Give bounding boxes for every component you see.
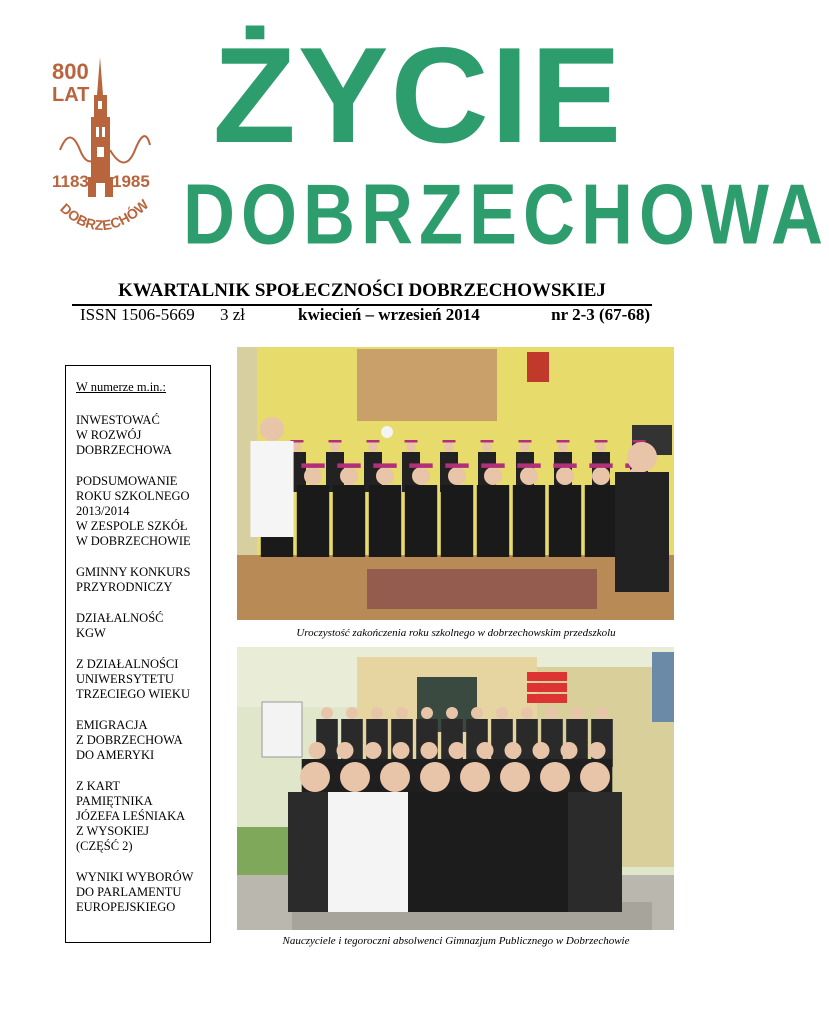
contents-item-line: W DOBRZECHOWIE	[76, 534, 191, 548]
contents-item-line: GMINNY KONKURS	[76, 565, 191, 579]
svg-text:800: 800	[52, 59, 89, 84]
issue-date: kwiecień – wrzesień 2014	[298, 305, 480, 324]
contents-list	[76, 413, 210, 915]
contents-item-line: INWESTOWAĆ	[76, 413, 160, 427]
contents-item-line: Z KART	[76, 779, 121, 793]
svg-text:DOBRZECHÓW: DOBRZECHÓW	[57, 196, 152, 234]
contents-item-line: 2013/2014	[76, 504, 130, 518]
contents-item-line: EUROPEJSKIEGO	[76, 900, 176, 914]
anniversary-logo	[50, 55, 155, 255]
contents-item-line: EMIGRACJA	[76, 718, 148, 732]
contents-item-line: WYNIKI WYBORÓW	[76, 870, 194, 884]
contents-item-line: Z WYSOKIEJ	[76, 824, 150, 838]
contents-item-line: DOBRZECHOWA	[76, 443, 172, 457]
contents-item-line: PAMIĘTNIKA	[76, 794, 153, 808]
contents-item-line: PRZYRODNICZY	[76, 580, 173, 594]
contents-item	[76, 779, 210, 854]
contents-item	[76, 657, 210, 702]
svg-text:1985: 1985	[112, 172, 150, 191]
graduates-photo	[237, 647, 674, 930]
price: 3 zł	[220, 305, 246, 324]
contents-item-line: DZIAŁALNOŚĆ	[76, 611, 164, 625]
contents-item-line: DO AMERYKI	[76, 748, 155, 762]
contents-item-line: UNIWERSYTETU	[76, 672, 174, 686]
contents-item	[76, 413, 210, 458]
contents-item-line: JÓZEFA LEŚNIAKA	[76, 809, 186, 823]
contents-item	[76, 718, 210, 763]
contents-item	[76, 870, 210, 915]
contents-item	[76, 611, 210, 641]
contents-item	[76, 474, 210, 549]
contents-item-line: W ZESPOLE SZKÓŁ	[76, 519, 188, 533]
contents-item-line: (CZĘŚĆ 2)	[76, 839, 133, 853]
graduates-photo-caption: Nauczyciele i tegoroczni absolwenci Gimnazjum Publicznego w Dobrzechowie	[282, 935, 630, 947]
contents-item-line: TRZECIEGO WIEKU	[76, 687, 190, 701]
masthead-title: ŻYCIE	[212, 19, 624, 171]
issn: ISSN 1506-5669	[80, 305, 195, 324]
issue-number: nr 2-3 (67-68)	[551, 305, 650, 324]
svg-text:LAT: LAT	[52, 84, 90, 106]
contents-item-line: W ROZWÓJ	[76, 428, 142, 442]
svg-text:1183: 1183	[52, 172, 89, 191]
contents-heading: W numerze m.in.:	[76, 380, 167, 394]
contents-item-line: DO PARLAMENTU	[76, 885, 182, 899]
kindergarten-photo-caption: Uroczystość zakończenia roku szkolnego w dobrzechowskim przedszkolu	[296, 627, 616, 639]
masthead-subtitle: DOBRZECHOWA	[183, 168, 829, 263]
contents-item-line: PODSUMOWANIE	[76, 474, 178, 488]
contents-item-line: ROKU SZKOLNEGO	[76, 489, 190, 503]
kindergarten-photo	[237, 347, 674, 620]
contents-item-line: KGW	[76, 626, 106, 640]
publication-subtitle: KWARTALNIK SPOŁECZNOŚCI DOBRZECHOWSKIEJ	[72, 280, 652, 306]
contents-item	[76, 565, 210, 595]
contents-item-line: Z DZIAŁALNOŚCI	[76, 657, 179, 671]
contents-item-line: Z DOBRZECHOWA	[76, 733, 183, 747]
contents-box	[65, 365, 211, 943]
